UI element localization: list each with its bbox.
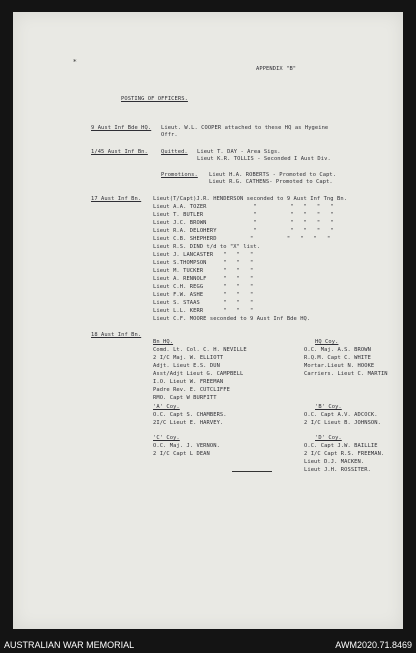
a-coy-line: 2I/C Lieut E. HARVEY. (153, 420, 224, 426)
bn-17-line: Lieut A. RENNOLF " " " (153, 276, 254, 282)
bn-17-line: Lieut M. TUCKER " " " (153, 268, 254, 274)
d-coy-line: 2 I/C Capt R.S. FREEMAN. (304, 451, 385, 457)
d-coy-line: Lieut J.H. ROSSITER. (304, 467, 371, 473)
bn-17-line: Lieut R.S. DIND t/d to "X" list. (153, 244, 261, 250)
punch-hole-mark: ⁎ (73, 56, 77, 64)
c-coy-label: 'C' Coy. (153, 435, 180, 441)
hq-coy-line: Carriers. Lieut C. MARTIN (304, 371, 388, 377)
bde-hq-label: 9 Aust Inf Bde HQ. (91, 125, 152, 131)
bn-hq-line: I.O. Lieut W. FREEMAN (153, 379, 224, 385)
bn-17-line: Lieut C.H. REGG " " " (153, 284, 254, 290)
a-coy-label: 'A' Coy. (153, 404, 180, 410)
closing-rule (232, 471, 272, 472)
b-coy-line: 2 I/C Lieut B. JOHNSON. (304, 420, 381, 426)
bn-17-label: 17 Aust Inf Bn. (91, 196, 142, 202)
b-coy-label: 'B' Coy. (315, 404, 342, 410)
quitted-label: Quitted. (161, 149, 188, 155)
bn-17-line: Lieut F.W. ASHE " " " (153, 292, 254, 298)
quitted-line: Lieut T. DAY - Area Sigs. (197, 149, 281, 155)
bn-17-line: Lieut J. LANCASTER " " " (153, 252, 254, 258)
promotions-line: Lieut R.G. CATHENS- Promoted to Capt. (209, 179, 333, 185)
bn-hq-line: Asst/Adjt Lieut G. CAMPBELL (153, 371, 244, 377)
bn-1-45-label: 1/45 Aust Inf Bn. (91, 149, 148, 155)
promotions-label: Promotions. (161, 172, 198, 178)
bn-17-line: Lieut S. STAAS " " " (153, 300, 254, 306)
bn-17-line: Lieut C.F. MOORE seconded to 9 Aust Inf Bde HQ. (153, 316, 311, 322)
hq-coy-line: Mortar.Lieut N. HOOKE (304, 363, 375, 369)
bn-17-line: Lieut A.A. TOZER " " " " " (153, 204, 334, 210)
footer-attribution: AUSTRALIAN WAR MEMORIAL (4, 640, 135, 650)
hq-coy-line: R.Q.M. Capt C. WHITE (304, 355, 371, 361)
bn-hq-line: 2 I/C Maj. W. ELLIOTT (153, 355, 224, 361)
bn-hq-line: Padre Rev. E. CUTCLIFFE (153, 387, 230, 393)
d-coy-label: 'D' Coy. (315, 435, 342, 441)
bn-17-line: Lieut(T/Capt)J.R. HENDERSON seconded to 9 Aust Inf Tng Bn. (153, 196, 348, 202)
bn-17-line: Lieut C.B. SHEPHERD " " " " " (153, 236, 331, 242)
bn-hq-line: Adjt. Lieut E.S. DUN (153, 363, 220, 369)
c-coy-line: O.C. Maj. J. VERNON. (153, 443, 220, 449)
bn-17-line: Lieut R.A. DELOHERY " " " " " (153, 228, 334, 234)
appendix-label: APPENDIX "B" (256, 66, 297, 72)
b-coy-line: O.C. Capt A.V. ADCOCK. (304, 412, 378, 418)
quitted-line: Lieut K.R. TOLLIS - Seconded I Aust Div. (197, 156, 331, 162)
d-coy-line: O.C. Capt J.W. BAILLIE (304, 443, 378, 449)
bn-hq-line: RMO. Capt W BURFITT (153, 395, 217, 401)
document-title: POSTING OF OFFICERS. (121, 96, 188, 102)
document-page (13, 12, 403, 629)
footer-accession-number: AWM2020.71.8469 (335, 640, 412, 650)
hq-coy-line: O.C. Maj. A.S. BROWN (304, 347, 371, 353)
bn-17-line: Lieut T. BUTLER " " " " " (153, 212, 334, 218)
promotions-line: Lieut H.A. ROBERTS - Promoted to Capt. (209, 172, 337, 178)
bde-hq-line: Lieut. W.L. COOPER attached to these HQ as Hygeine (161, 125, 329, 131)
bn-17-line: Lieut S.THOMPSON " " " (153, 260, 254, 266)
bde-hq-line: Offr. (161, 132, 178, 138)
hq-coy-label: HQ Coy. (315, 339, 339, 345)
bn-17-line: Lieut L.L. KERR " " " (153, 308, 254, 314)
a-coy-line: O.C. Capt S. CHAMBERS. (153, 412, 227, 418)
d-coy-line: Lieut D.J. MACKEN. (304, 459, 365, 465)
bn-17-line: Lieut J.C. BROWN " " " " " (153, 220, 334, 226)
bn-hq-label: Bn HQ. (153, 339, 174, 345)
bn-hq-line: Comd. Lt. Col. C. H. NEVILLE (153, 347, 247, 353)
bn-18-label: 18 Aust Inf Bn. (91, 332, 142, 338)
c-coy-line: 2 I/C Capt L DEAN (153, 451, 210, 457)
